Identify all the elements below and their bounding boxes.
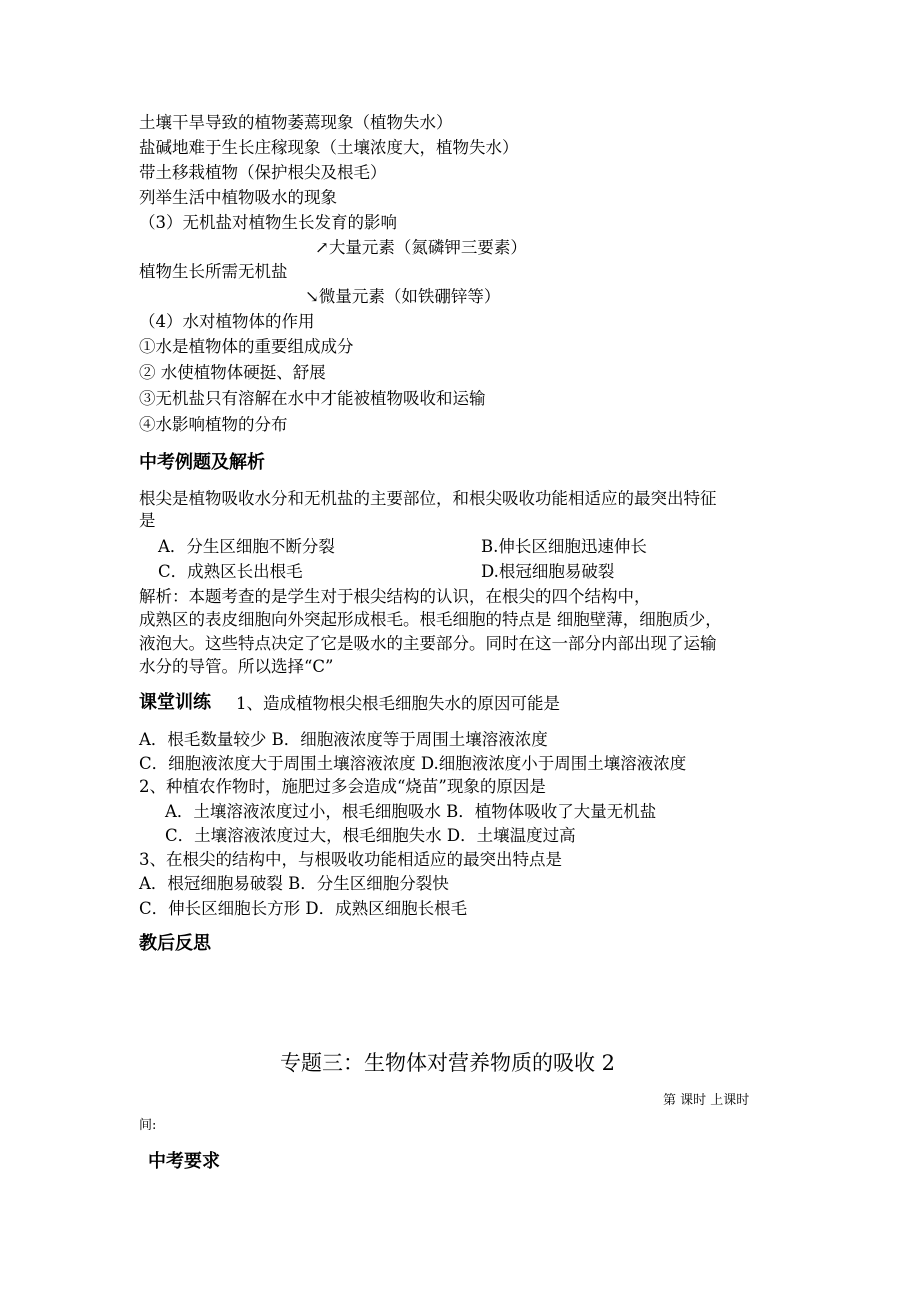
practice-q2-options: A．土壤溶液浓度过小，根毛细胞吸水 B．植物体吸收了大量无机盐	[165, 802, 657, 821]
example-question: 根尖是植物吸收水分和无机盐的主要部位，和根尖吸收功能相适应的最突出特征	[139, 489, 717, 508]
option-d: D.根冠细胞易破裂	[481, 562, 615, 581]
analysis-line: 解析：本题考查的是学生对于根尖结构的认识，在根尖的四个结构中，	[139, 587, 651, 606]
practice-q3-options: C．伸长区细胞长方形 D．成熟区细胞长根毛	[139, 899, 468, 918]
water-item: ④水影响植物的分布	[139, 415, 288, 434]
text-line: 土壤干旱导致的植物萎蔫现象（植物失水）	[139, 113, 453, 132]
practice-heading: 课堂训练	[139, 692, 211, 713]
mineral-trace: ↘微量元素（如铁硼锌等）	[305, 287, 501, 306]
option-b: B.伸长区细胞迅速伸长	[481, 537, 647, 556]
practice-q2: 2、种植农作物时，施肥过多会造成“烧苗”现象的原因是	[139, 777, 546, 796]
option-c: C．成熟区长出根毛	[158, 562, 303, 581]
option-a: A．分生区细胞不断分裂	[158, 537, 335, 556]
lesson-info: 第 课时 上课时	[663, 1093, 750, 1108]
mineral-major: ↗大量元素（氮磷钾三要素）	[315, 238, 527, 257]
text-line: 带土移栽植物（保护根尖及根毛）	[139, 163, 387, 182]
lesson-info-cont: 间:	[139, 1118, 157, 1133]
practice-q1: 1、造成植物根尖根毛细胞失水的原因可能是	[236, 694, 560, 713]
water-heading: （4）水对植物体的作用	[139, 312, 315, 331]
mineral-stem: 植物生长所需无机盐	[139, 262, 288, 281]
practice-q1-options: A．根毛数量较少 B．细胞液浓度等于周围土壤溶液浓度	[139, 730, 548, 749]
water-item: ② 水使植物体硬挺、舒展	[139, 363, 326, 382]
practice-q2-options: C．土壤溶液浓度过大，根毛细胞失水 D．土壤温度过高	[165, 826, 576, 845]
analysis-line: 成熟区的表皮细胞向外突起形成根毛。根毛细胞的特点是 细胞壁薄，细胞质少，	[139, 610, 722, 629]
practice-q1-options: C．细胞液浓度大于周围土壤溶液浓度 D.细胞液浓度小于周围土壤溶液浓度	[139, 754, 687, 773]
topic-title: 专题三：生物体对营养物质的吸收 2	[280, 1051, 616, 1075]
practice-q3: 3、在根尖的结构中，与根吸收功能相适应的最突出特点是	[139, 850, 562, 869]
text-line: 盐碱地难于生长庄稼现象（土壤浓度大，植物失水）	[139, 138, 519, 157]
practice-q3-options: A．根冠细胞易破裂 B．分生区细胞分裂快	[139, 874, 449, 893]
water-item: ③无机盐只有溶解在水中才能被植物吸收和运输	[139, 389, 486, 408]
text-line: （3）无机盐对植物生长发育的影响	[139, 213, 397, 232]
text-line: 列举生活中植物吸水的现象	[139, 188, 337, 207]
example-heading: 中考例题及解析	[139, 452, 265, 473]
requirements-heading: 中考要求	[148, 1151, 220, 1172]
analysis-line: 水分的导管。所以选择“C”	[139, 657, 334, 676]
analysis-line: 液泡大。这些特点决定了它是吸水的主要部分。同时在这一部分内部出现了运输	[139, 634, 717, 653]
example-question-cont: 是	[139, 511, 156, 530]
water-item: ①水是植物体的重要组成成分	[139, 337, 354, 356]
reflection-heading: 教后反思	[139, 933, 211, 954]
